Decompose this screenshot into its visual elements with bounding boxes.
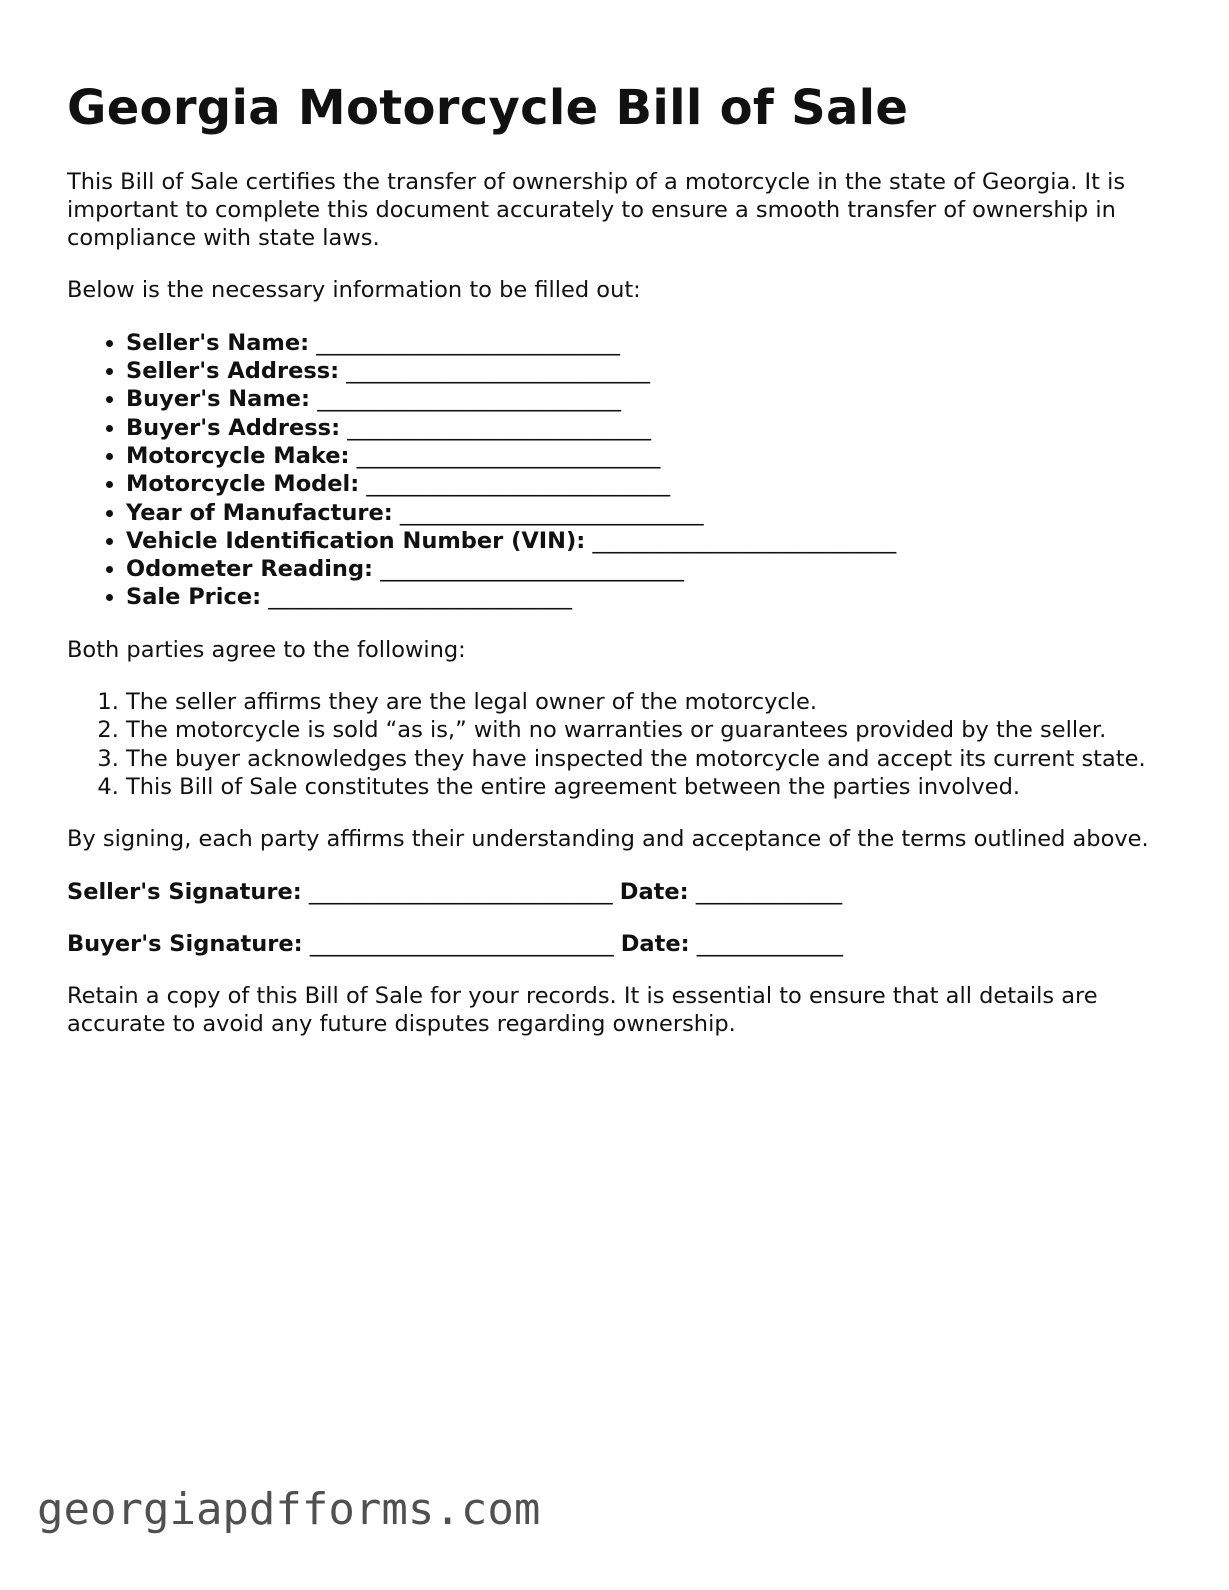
blank-line[interactable]: ___________________________ <box>347 414 651 441</box>
buyer-signature-line <box>67 930 1167 958</box>
seller-date-label: Date: <box>619 878 689 905</box>
page-title: Georgia Motorcycle Bill of Sale <box>67 80 909 136</box>
blank-line[interactable]: ___________________________ <box>356 442 661 469</box>
signing-statement: By signing, each party affirms their understanding and acceptance of the terms outlined above. <box>67 826 1149 853</box>
buyer-signature-blank[interactable]: ___________________________ <box>309 930 614 957</box>
term-item: 2. The motorcycle is sold “as is,” with no warranties or guarantees provided by the seller. <box>126 716 1167 744</box>
field-label: Buyer's Address: <box>126 414 341 441</box>
field-label: Year of Manufacture: <box>126 499 393 526</box>
field-sale-price <box>126 583 1167 611</box>
field-seller-name <box>126 329 1167 357</box>
field-buyer-address <box>126 414 1167 442</box>
blank-line[interactable]: ___________________________ <box>317 386 621 413</box>
field-label: Seller's Name: <box>126 329 310 356</box>
buyer-date-label: Date: <box>620 930 690 957</box>
field-vin <box>126 527 1167 555</box>
field-label: Seller's Address: <box>126 358 340 385</box>
blank-line[interactable]: ___________________________ <box>380 556 684 583</box>
term-item: 4. This Bill of Sale constitutes the entire agreement between the parties involved. <box>126 773 1167 801</box>
terms-list <box>67 688 1167 801</box>
field-buyer-name <box>126 385 1167 413</box>
closing-paragraph: Retain a copy of this Bill of Sale for your records. It is essential to ensure that all details are accurate to avoid any future disputes regarding ownership. <box>67 983 1098 1038</box>
blank-line[interactable]: ___________________________ <box>316 329 620 356</box>
field-label: Motorcycle Model: <box>126 471 360 498</box>
fields-list <box>67 329 1167 612</box>
field-label: Odometer Reading: <box>126 556 374 583</box>
field-motorcycle-model <box>126 470 1167 498</box>
agree-intro: Both parties agree to the following: <box>67 636 466 663</box>
field-year-of-manufacture <box>126 499 1167 527</box>
fields-intro: Below is the necessary information to be filled out: <box>67 277 641 304</box>
blank-line[interactable]: ___________________________ <box>268 584 572 611</box>
seller-date-blank[interactable]: _____________ <box>695 878 843 905</box>
field-motorcycle-make <box>126 442 1167 470</box>
blank-line[interactable]: ___________________________ <box>346 358 651 385</box>
blank-line[interactable]: ___________________________ <box>592 527 897 554</box>
field-label: Vehicle Identification Number (VIN): <box>126 527 586 554</box>
buyer-date-blank[interactable]: _____________ <box>696 930 844 957</box>
seller-signature-line <box>67 878 1167 906</box>
intro-paragraph: This Bill of Sale certifies the transfer of ownership of a motorcycle in the state of Georgia. It is important to complete this document accurately to ensure a smooth transfer of ownership in compliance with state laws. <box>67 168 1126 252</box>
field-label: Sale Price: <box>126 584 262 611</box>
term-item: 1. The seller affirms they are the legal owner of the motorcycle. <box>126 688 1167 716</box>
term-item: 3. The buyer acknowledges they have inspected the motorcycle and accept its current state. <box>126 745 1167 773</box>
buyer-signature-label: Buyer's Signature: <box>67 930 303 957</box>
field-label: Buyer's Name: <box>126 386 311 413</box>
field-label: Motorcycle Make: <box>126 442 350 469</box>
document-page <box>67 80 1167 1063</box>
blank-line[interactable]: ___________________________ <box>399 499 704 526</box>
seller-signature-blank[interactable]: ___________________________ <box>308 878 613 905</box>
field-odometer-reading <box>126 555 1167 583</box>
watermark-text: georgiapdfforms.com <box>37 1484 541 1535</box>
field-seller-address <box>126 357 1167 385</box>
seller-signature-label: Seller's Signature: <box>67 878 302 905</box>
blank-line[interactable]: ___________________________ <box>366 471 671 498</box>
